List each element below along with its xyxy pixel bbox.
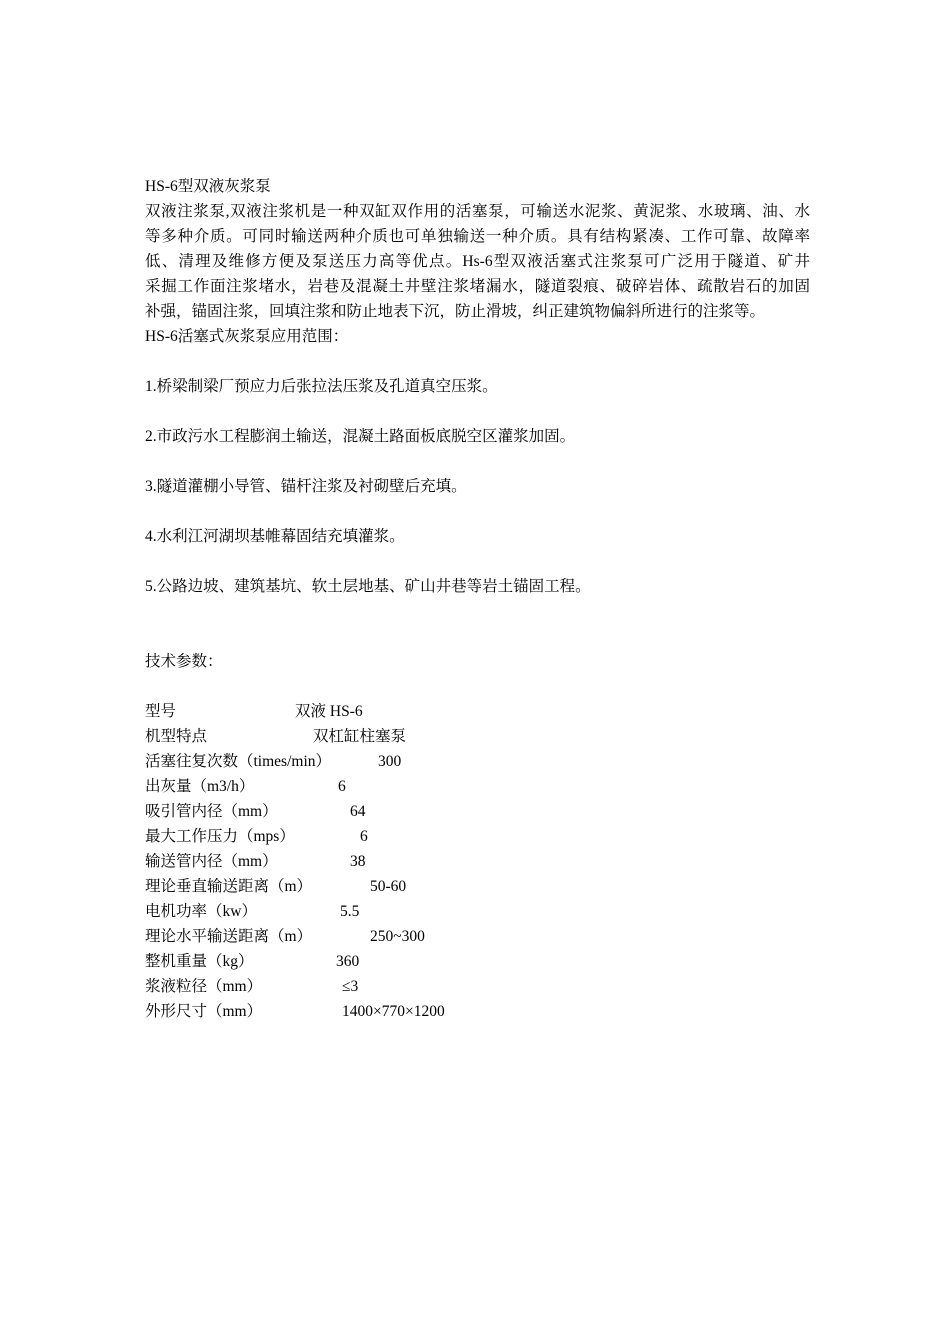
spec-value: 64 — [350, 803, 366, 820]
spec-row — [145, 799, 810, 824]
spec-row — [145, 974, 810, 999]
spec-label: 最大工作压力（mps） — [145, 828, 295, 845]
spec-value: 6 — [360, 828, 368, 845]
spec-value: 双杠缸柱塞泵 — [313, 728, 407, 745]
spec-row — [145, 824, 810, 849]
spec-value: 300 — [378, 753, 402, 770]
spec-label: 外形尺寸（mm） — [145, 1003, 263, 1020]
spec-row — [145, 724, 810, 749]
spec-list — [145, 699, 810, 1024]
applications-heading: HS-6活塞式灰浆泵应用范围： — [145, 328, 349, 345]
intro-line: 低、清理及维修方便及泵送压力高等优点。Hs-6型双液活塞式注浆泵可广泛用于隧道、矿井 — [145, 253, 810, 270]
spec-label: 理论水平输送距离（m） — [145, 928, 313, 945]
spec-value: 1400×770×1200 — [342, 1003, 445, 1020]
intro-paragraph — [145, 199, 810, 324]
spec-row — [145, 774, 810, 799]
spec-label: 电机功率（kw） — [145, 903, 257, 920]
spec-row — [145, 749, 810, 774]
intro-line: 双液注浆泵,双液注浆机是一种双缸双作用的活塞泵，可输送水泥浆、黄泥浆、水玻璃、油、水 — [145, 203, 810, 220]
spec-value: 360 — [336, 953, 360, 970]
spec-value: 250~300 — [370, 928, 425, 945]
spec-row — [145, 924, 810, 949]
spec-row — [145, 999, 810, 1024]
spec-label: 输送管内径（mm） — [145, 853, 278, 870]
spec-label: 出灰量（m3/h） — [145, 778, 255, 795]
intro-line: 补强，锚固注浆，回填注浆和防止地表下沉，防止滑坡，纠正建筑物偏斜所进行的注浆等。 — [145, 303, 766, 320]
application-item: 3.隧道灌棚小导管、锚杆注浆及衬砌壁后充填。 — [145, 478, 467, 495]
intro-line: 采掘工作面注浆堵水，岩巷及混凝土井壁注浆堵漏水，隧道裂痕、破碎岩体、疏散岩石的加固 — [145, 278, 810, 295]
application-item: 1.桥梁制梁厂预应力后张拉法压浆及孔道真空压浆。 — [145, 378, 498, 395]
spec-value: ≤3 — [342, 978, 359, 995]
spec-label: 活塞往复次数（times/min） — [145, 753, 332, 770]
spec-label: 整机重量（kg） — [145, 953, 254, 970]
spec-row — [145, 949, 810, 974]
application-item: 4.水利江河湖坝基帷幕固结充填灌浆。 — [145, 528, 405, 545]
spec-label: 机型特点 — [145, 728, 208, 745]
spec-row — [145, 699, 810, 724]
spec-label: 浆液粒径（mm） — [145, 978, 263, 995]
spec-row — [145, 874, 810, 899]
spec-value: 5.5 — [340, 903, 360, 920]
spec-value: 双液 HS-6 — [295, 703, 363, 720]
spec-label: 型号 — [145, 703, 177, 720]
spec-heading: 技术参数： — [145, 653, 223, 670]
application-item: 2.市政污水工程膨润土输送，混凝土路面板底脱空区灌浆加固。 — [145, 428, 576, 445]
spec-row — [145, 849, 810, 874]
spec-value: 6 — [338, 778, 346, 795]
spec-value: 38 — [350, 853, 366, 870]
document-page — [145, 174, 810, 1024]
spec-row — [145, 899, 810, 924]
intro-line: 等多种介质。可同时输送两种介质也可单独输送一种介质。具有结构紧凑、工作可靠、故障率 — [145, 228, 810, 245]
document-title: HS-6型双液灰浆泵 — [145, 178, 271, 195]
application-item: 5.公路边坡、建筑基坑、软土层地基、矿山井巷等岩土锚固工程。 — [145, 578, 591, 595]
applications-list — [145, 374, 810, 599]
spec-label: 理论垂直输送距离（m） — [145, 878, 313, 895]
spec-label: 吸引管内径（mm） — [145, 803, 278, 820]
spec-value: 50-60 — [370, 878, 407, 895]
